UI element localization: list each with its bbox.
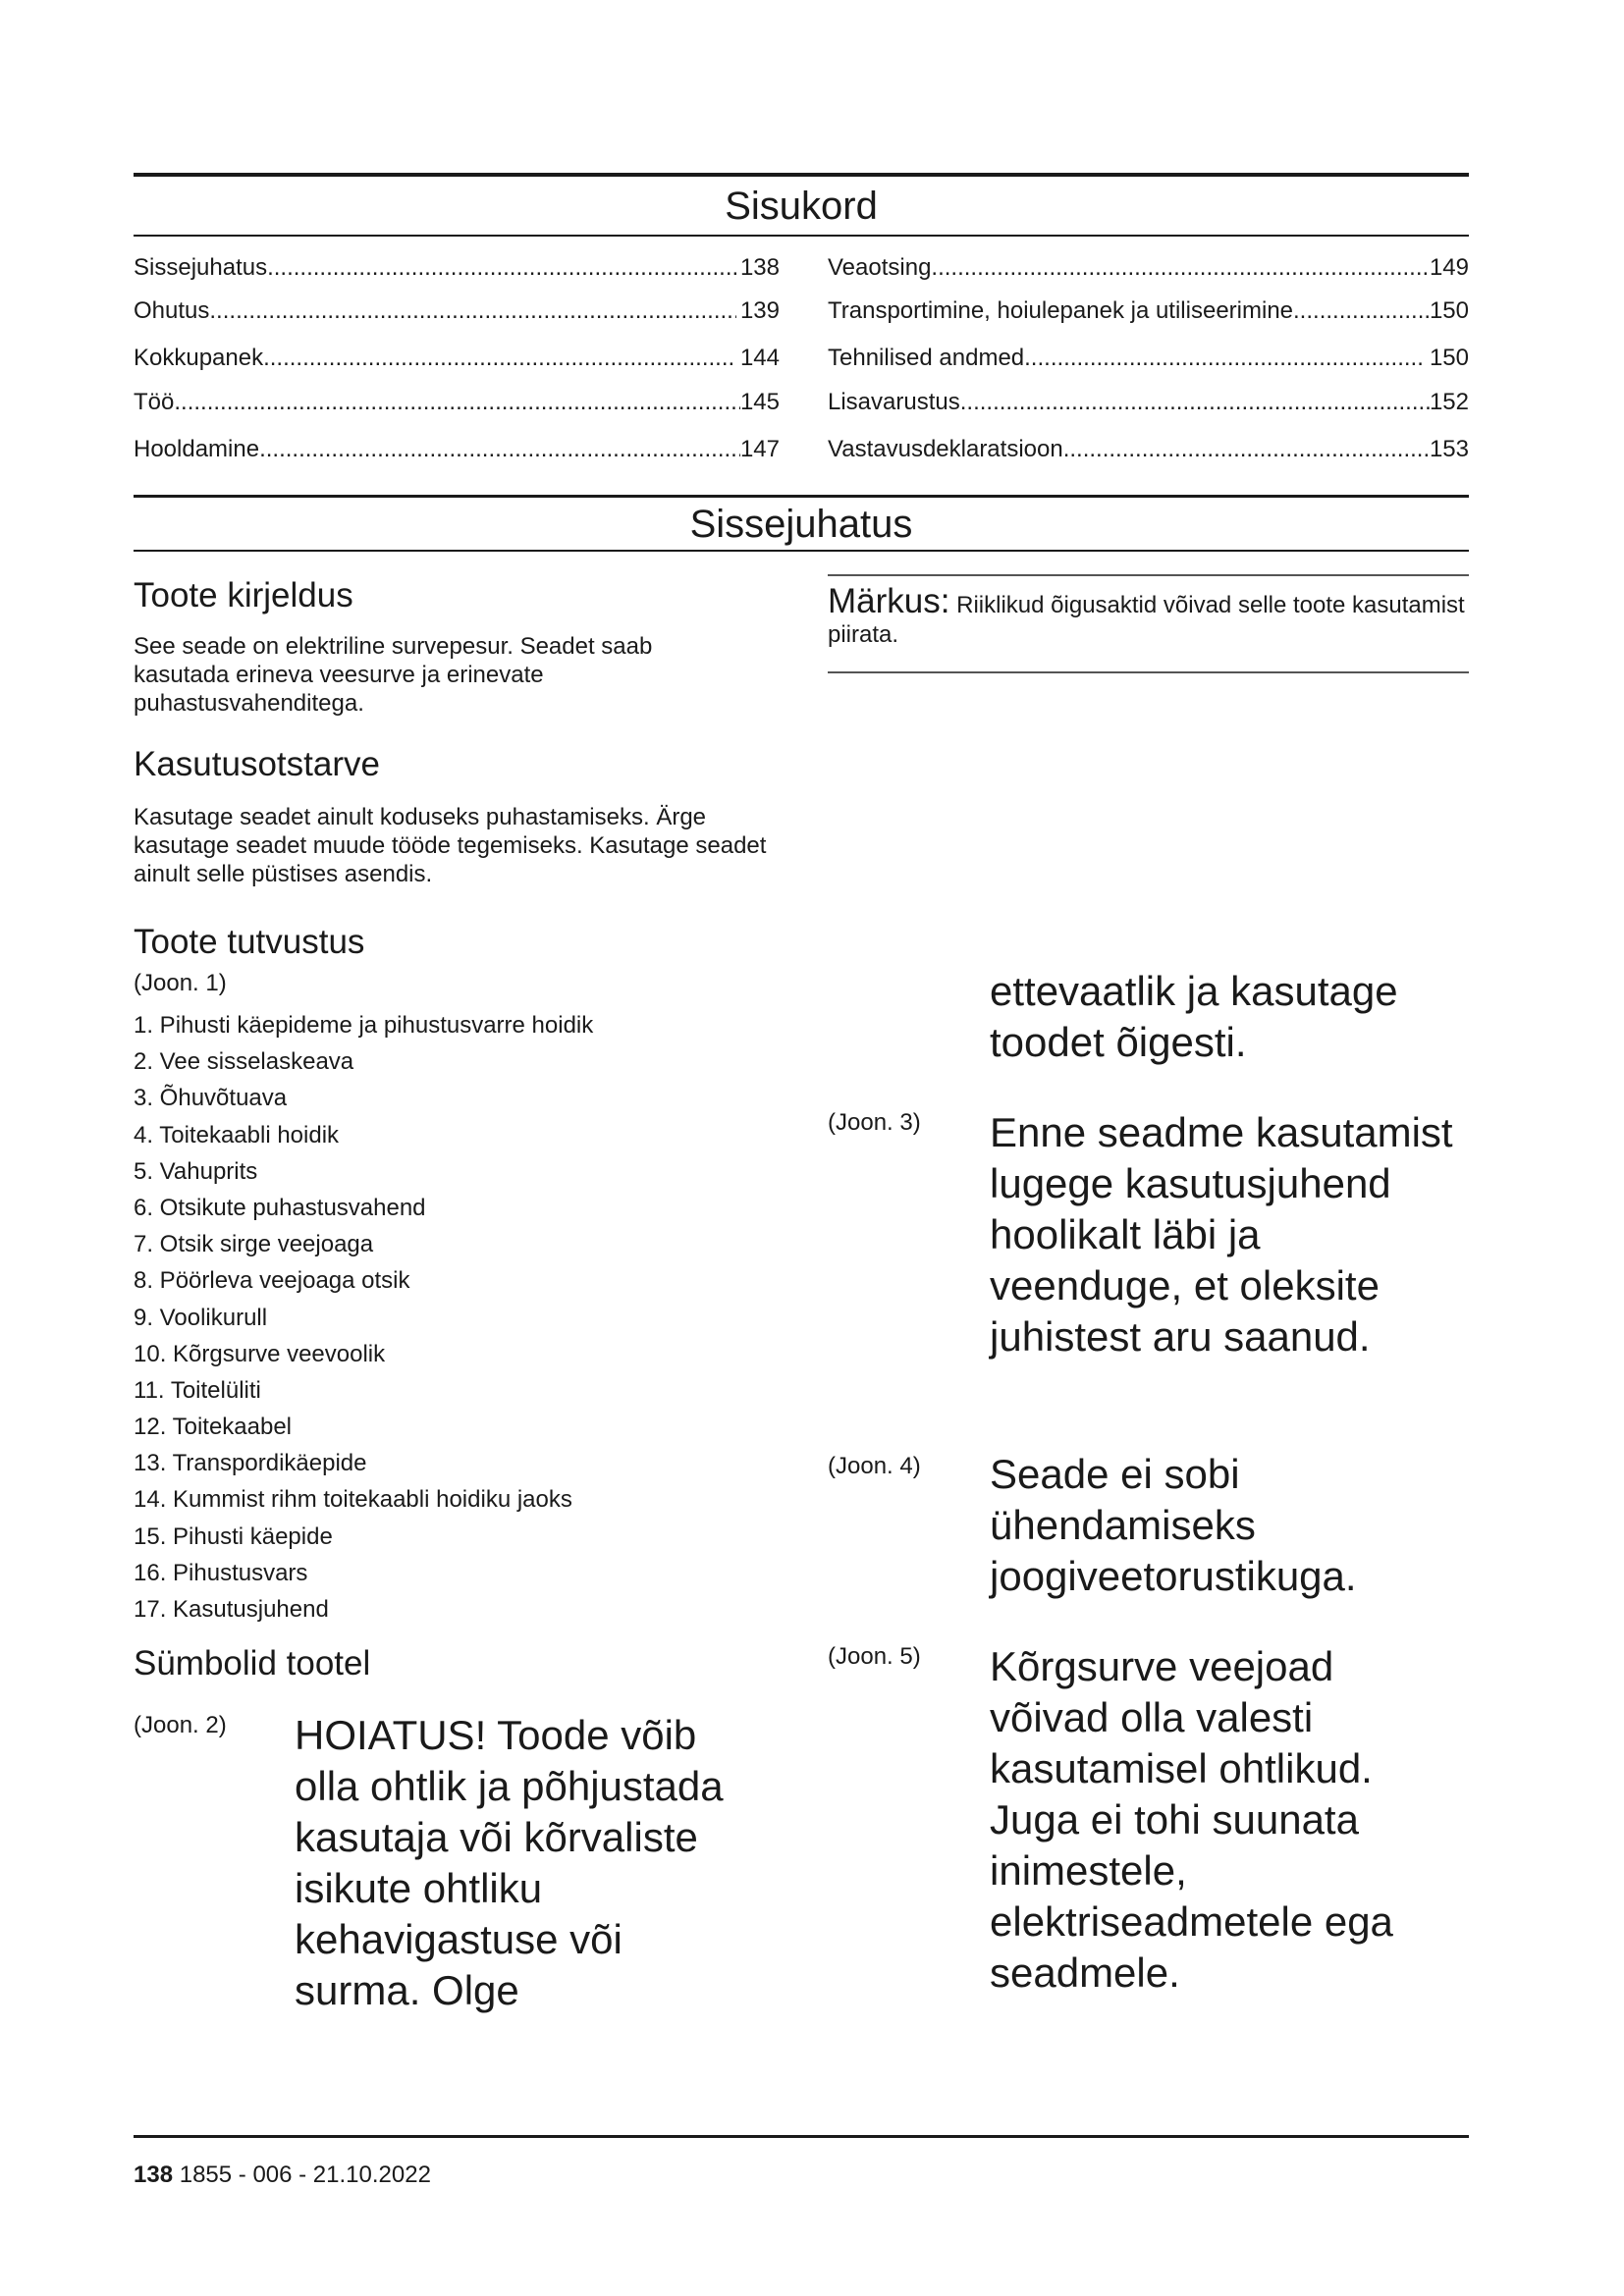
list-item: 1. Pihusti käepideme ja pihustusvarre hoidik: [134, 1012, 594, 1039]
list-item: 7. Otsik sirge veejoaga: [134, 1231, 374, 1258]
document-info: 1855 - 006 - 21.10.2022: [179, 2162, 431, 2188]
figure-4-ref: (Joon. 4): [828, 1453, 921, 1479]
intended-use-text: Kasutage seadet ainult koduseks puhastamiseks. Ärge kasutage seadet muude tööde tegemiseks. Kasutage seadet ainult selle püstises asendis.: [134, 804, 767, 887]
toc-title: Sisukord: [725, 185, 878, 228]
section-title: Sissejuhatus: [689, 503, 913, 546]
toc-entry-hooldamine[interactable]: Hooldamine ..... 147: [134, 436, 780, 463]
figure-5-ref: (Joon. 5): [828, 1643, 921, 1670]
toc-entry-veaotsing[interactable]: Veaotsing ..... 149: [828, 254, 1469, 282]
toc-entry-transportimine[interactable]: Transportimine, hoiulepanek ja utiliseerimine ..... 150: [828, 297, 1469, 325]
figure-3-ref: (Joon. 3): [828, 1109, 921, 1136]
list-item: 10. Kõrgsurve veevoolik: [134, 1340, 386, 1367]
intended-use-heading: Kasutusotstarve: [134, 745, 380, 783]
symbols-heading: Sümbolid tootel: [134, 1644, 371, 1682]
description-heading: Toote kirjeldus: [134, 576, 353, 614]
note-box: [828, 582, 1469, 650]
note-bottom-rule: [828, 671, 1469, 673]
warning-continuation-text: ettevaatlik ja kasutage toodet õigesti.: [990, 968, 1398, 1065]
list-item: 17. Kasutusjuhend: [134, 1596, 329, 1623]
component-list: [134, 1007, 593, 1628]
toc-entry-too[interactable]: Töö ..... 145: [134, 389, 780, 416]
list-item: 11. Toitelüliti: [134, 1376, 261, 1404]
toc-entry-lisavarustus[interactable]: Lisavarustus ..... 152: [828, 389, 1469, 416]
figure-2-ref: (Joon. 2): [134, 1712, 227, 1738]
note-text: Riiklikud õigusaktid võivad selle toote kasutamist piirata.: [828, 592, 1465, 648]
list-item: 13. Transpordikäepide: [134, 1450, 367, 1477]
list-item: 9. Voolikurull: [134, 1304, 268, 1331]
list-item: 2. Vee sisselaskeava: [134, 1048, 354, 1076]
list-item: 5. Vahuprits: [134, 1157, 258, 1185]
list-item: 16. Pihustusvars: [134, 1559, 308, 1586]
list-item: 14. Kummist rihm toitekaabli hoidiku jaoks: [134, 1486, 572, 1514]
note-top-rule: [828, 574, 1469, 576]
list-item: 8. Pöörleva veejoaga otsik: [134, 1267, 410, 1295]
list-item: 6. Otsikute puhastusvahend: [134, 1194, 426, 1221]
section-title-rule: [134, 550, 1469, 552]
section-top-rule: [134, 495, 1469, 498]
toc-entry-ohutus[interactable]: Ohutus ..... 139: [134, 297, 780, 325]
page-number: 138: [134, 2162, 174, 2188]
toc-title-rule: [134, 235, 1469, 237]
note-label: Märkus:: [828, 582, 950, 620]
high-pressure-warning-text: Kõrgsurve veejoad võivad olla valesti kasutamisel ohtlikud. Juga ei tohi suunata inimestele, elektriseadmetele ega seadmele.: [990, 1643, 1393, 1996]
toc-entry-vastavusdeklaratsioon[interactable]: Vastavusdeklaratsioon ..... 153: [828, 436, 1469, 463]
no-drinking-water-text: Seade ei sobi ühendamiseks joogiveetorustikuga.: [990, 1451, 1357, 1599]
toc-entry-sissejuhatus[interactable]: Sissejuhatus ..... 138: [134, 254, 780, 282]
overview-figure-ref: (Joon. 1): [134, 970, 227, 996]
description-text: See seade on elektriline survepesur. Seadet saab kasutada erineva veesurve ja erinevate puhastusvahenditega.: [134, 633, 653, 717]
read-manual-text: Enne seadme kasutamist lugege kasutusjuhend hoolikalt läbi ja veenduge, et oleksite juhistest aru saanud.: [990, 1109, 1453, 1360]
footer-rule: [134, 2135, 1469, 2138]
warning-symbol-text: HOIATUS! Toode võib olla ohtlik ja põhjustada kasutaja või kõrvaliste isikute ohtliku kehavigastuse või surma. Olge: [295, 1712, 724, 2013]
toc-entry-tehnilised-andmed[interactable]: Tehnilised andmed ..... 150: [828, 345, 1469, 372]
toc-entry-kokkupanek[interactable]: Kokkupanek ..... 144: [134, 345, 780, 372]
list-item: 15. Pihusti käepide: [134, 1522, 333, 1550]
list-item: 12. Toitekaabel: [134, 1414, 293, 1441]
toc-top-rule: [134, 173, 1469, 177]
list-item: 3. Õhuvõtuava: [134, 1085, 288, 1112]
footer: [134, 2162, 431, 2189]
overview-heading: Toote tutvustus: [134, 923, 365, 961]
list-item: 4. Toitekaabli hoidik: [134, 1121, 340, 1148]
